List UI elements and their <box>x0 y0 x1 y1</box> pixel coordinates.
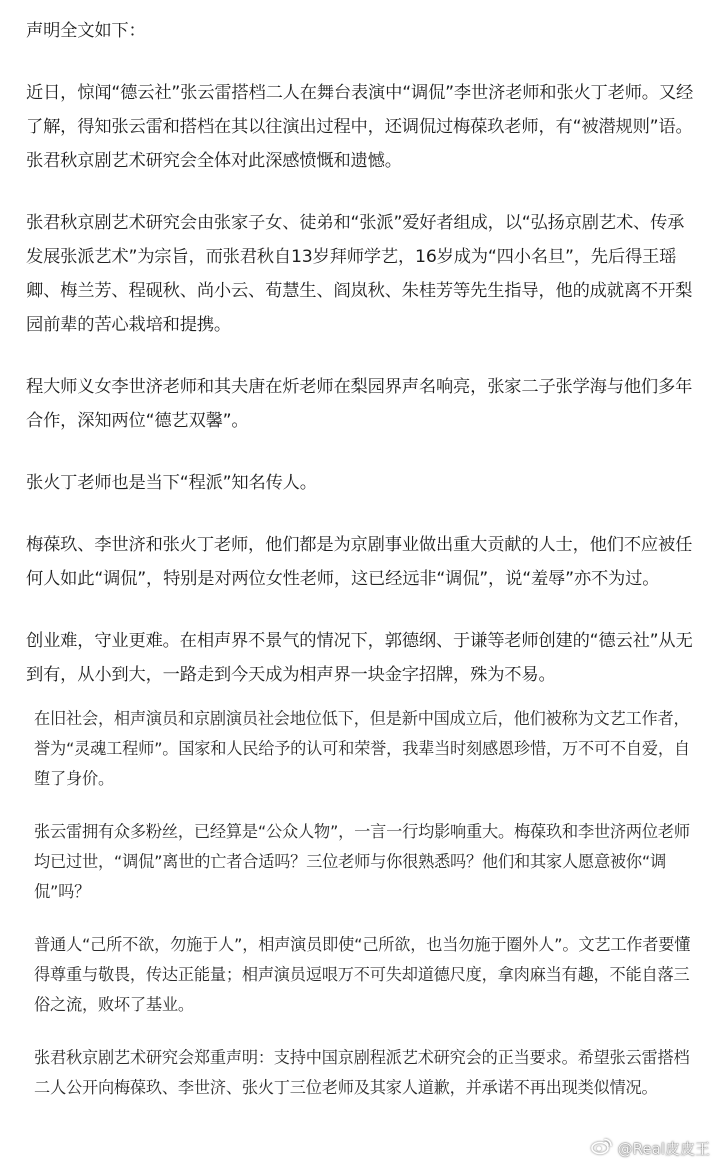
statement-paragraph: 近日，惊闻“德云社”张云雷搭档二人在舞台表演中“调侃”李世济老师和张火丁老师。又经了解，得知张云雷和搭档在其以往演出过程中，还调侃过梅葆玖老师，有“被潜规则”语。张君秋京剧艺术研究会全体对此深感愤慨和遗憾。 <box>26 83 694 171</box>
statement-paragraph: 程大师义女李世济老师和其夫唐在炘老师在梨园界声名响亮，张家二子张学海与他们多年合作，深知两位“德艺双馨”。 <box>26 377 693 431</box>
statement-lower-section <box>34 704 694 1126</box>
statement-paragraph: 张君秋京剧艺术研究会郑重声明：支持中国京剧程派艺术研究会的正当要求。希望张云雷搭档二人公开向梅葆玖、李世济、张火丁三位老师及其家人道歉，并承诺不再出现类似情况。 <box>34 1048 690 1097</box>
statement-paragraph: 张云雷拥有众多粉丝，已经算是“公众人物”，一言一行均影响重大。梅葆玖和李世济两位老师均已过世，“调侃”离世的亡者合适吗？三位老师与你很熟悉吗？他们和其家人愿意被你“调侃”吗？ <box>34 822 690 901</box>
statement-heading: 声明全文如下： <box>26 21 146 41</box>
weibo-logo-icon <box>591 1137 613 1159</box>
watermark-text: @Real皮皮王 <box>617 1139 710 1158</box>
statement-paragraph: 创业难，守业更难。在相声界不景气的情况下，郭德纲、于谦等老师创建的“德云社”从无到有，从小到大，一路走到今天成为相声界一块金字招牌，殊为不易。 <box>26 631 693 685</box>
statement-paragraph: 张火丁老师也是当下“程派”知名传人。 <box>26 473 317 493</box>
statement-paragraph: 张君秋京剧艺术研究会由张家子女、徒弟和“张派”爱好者组成，以“弘扬京剧艺术、传承发展张派艺术”为宗旨，而张君秋自13岁拜师学艺，16岁成为“四小名旦”，先后得王瑶卿、梅兰芳、程砚秋、尚小云、荀慧生、阎岚秋、朱桂芳等先生指导，他的成就离不开梨园前辈的苦心栽培和提携。 <box>26 213 693 335</box>
statement-paragraph: 普通人“己所不欲，勿施于人”，相声演员即使“己所欲，也当勿施于圈外人”。文艺工作者要懂得尊重与敬畏，传达正能量；相声演员逗哏万不可失却道德尺度，拿肉麻当有趣，不能自落三俗之流，败坏了基业。 <box>34 935 691 1014</box>
statement-upper-section <box>26 14 698 720</box>
weibo-watermark <box>591 1137 710 1159</box>
statement-paragraph: 在旧社会，相声演员和京剧演员社会地位低下，但是新中国成立后，他们被称为文艺工作者，誉为“灵魂工程师”。国家和人民给予的认可和荣誉，我辈当时刻感恩珍惜，万不可不自爱，自堕了身价。 <box>34 709 690 788</box>
statement-paragraph: 梅葆玖、李世济和张火丁老师，他们都是为京剧事业做出重大贡献的人士，他们不应被任何人如此“调侃”，特别是对两位女性老师，这已经远非“调侃”，说“羞辱”亦不为过。 <box>26 535 693 589</box>
